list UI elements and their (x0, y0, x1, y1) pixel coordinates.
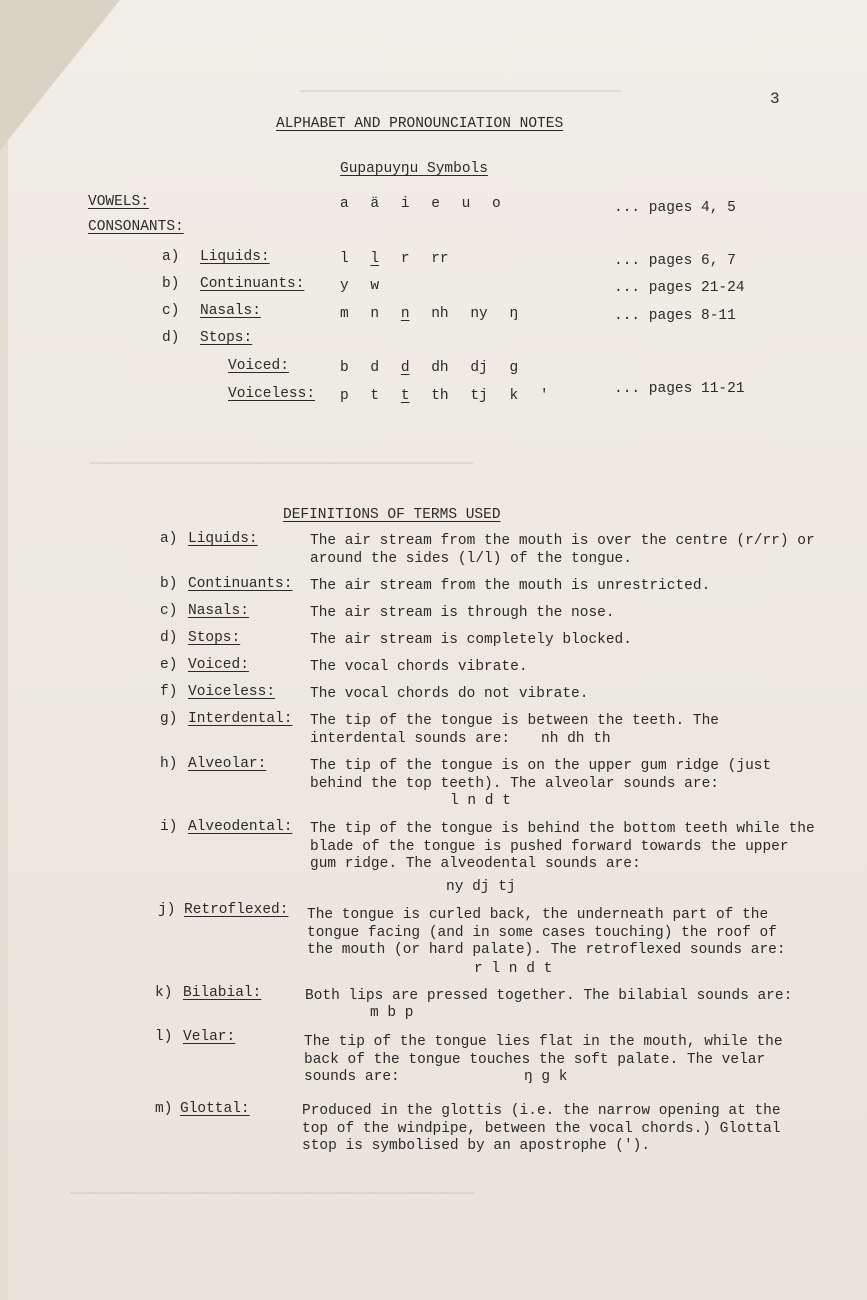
definition-letter: g) (160, 711, 178, 727)
vowel-symbols (340, 196, 514, 212)
voiced-symbols (340, 360, 531, 376)
stops-pages: ... pages 11-21 (614, 381, 745, 397)
definitions-heading: DEFINITIONS OF TERMS USED (283, 507, 501, 523)
symbol: n (370, 306, 380, 322)
definition-term: Interdental: (188, 711, 293, 727)
symbol: w (370, 278, 380, 294)
voiceless-label: Voiceless: (228, 386, 316, 402)
definition-text: The tip of the tongue is on the upper gum ridge (just behind the top teeth). The alveolar sounds are: (310, 758, 772, 792)
symbol: l (370, 251, 380, 267)
symbol: rr (431, 251, 449, 267)
consonant-letter: c) (162, 303, 180, 319)
definition-term: Retroflexed: (184, 902, 289, 918)
symbol: nh (431, 306, 449, 322)
definition-term: Glottal: (180, 1101, 250, 1117)
symbol: y (340, 278, 349, 294)
definition-sounds: ŋ g k (524, 1069, 568, 1085)
continuants-label: Continuants: (200, 276, 305, 292)
symbol: dh (431, 360, 449, 376)
definition-letter: e) (160, 657, 178, 673)
vowels-pages: ... pages 4, 5 (614, 200, 736, 216)
definition-letter: i) (160, 819, 178, 835)
consonant-letter: d) (162, 330, 180, 346)
bleed-through: ▁▁▁▁▁▁▁▁▁▁▁▁▁▁▁▁▁▁▁▁▁▁▁▁▁▁▁▁▁▁▁▁▁▁▁▁▁▁▁▁▁▁▁▁▁▁▁▁▁▁▁▁▁▁▁▁ (70, 1181, 475, 1195)
definition-text: The vocal chords do not vibrate. (310, 686, 589, 702)
symbol: dj (470, 360, 488, 376)
definition-text: The tip of the tongue is between the teeth. The interdental sounds are: (310, 713, 719, 747)
definition-sounds: ny dj tj (446, 879, 516, 895)
definition-text: The air stream is through the nose. (310, 605, 615, 621)
symbol: ŋ (509, 306, 519, 322)
symbol: tj (470, 388, 488, 404)
definition-text: The air stream from the mouth is unrestricted. (310, 578, 711, 594)
consonant-letter: a) (162, 249, 180, 265)
definition-term: Alveodental: (188, 819, 293, 835)
definition-term: Voiced: (188, 657, 249, 673)
definition-term: Nasals: (188, 603, 249, 619)
consonants-label: CONSONANTS: (88, 219, 184, 235)
definition-sounds: nh dh th (541, 731, 611, 747)
symbol: a (340, 196, 349, 212)
definition-text: The tongue is curled back, the underneath part of the tongue facing (and in some cases touching) the roof of the mouth (or hard palate). The retroflexed sounds are: (307, 907, 786, 958)
symbol: d (370, 360, 380, 376)
symbol: b (340, 360, 349, 376)
bleed-through: ▁▁▁▁▁▁▁▁▁▁▁▁▁▁▁▁▁▁▁▁▁▁▁▁▁▁▁▁▁▁▁▁▁▁▁▁▁▁▁▁▁ (300, 78, 621, 93)
definition-letter: m) (155, 1101, 173, 1117)
symbol: m (340, 306, 349, 322)
stops-label: Stops: (200, 330, 253, 346)
definition-text: The tip of the tongue lies flat in the mouth, while the back of the tongue touches the soft palate. The velar sounds are: (304, 1034, 783, 1085)
voiceless-symbols (340, 388, 562, 404)
definition-letter: a) (160, 531, 178, 547)
symbol: l (340, 251, 349, 267)
symbol: d (400, 360, 410, 376)
definition-term: Velar: (183, 1029, 236, 1045)
symbol: k (509, 388, 519, 404)
symbol: ' (539, 388, 549, 404)
definition-text: Produced in the glottis (i.e. the narrow opening at the top of the windpipe, between the vocal chords.) Glottal stop is symbolised by an apostrophe ('). (302, 1103, 781, 1154)
definition-term: Voiceless: (188, 684, 276, 700)
definition-letter: j) (158, 902, 176, 918)
symbol: u (461, 196, 471, 212)
symbol: ä (370, 196, 380, 212)
nasals-pages: ... pages 8-11 (614, 308, 736, 324)
symbol: r (400, 251, 410, 267)
liquids-symbols (340, 251, 462, 267)
definition-letter: d) (160, 630, 178, 646)
definition-text: The vocal chords vibrate. (310, 659, 528, 675)
definition-text: The air stream is completely blocked. (310, 632, 632, 648)
folded-corner (0, 0, 120, 150)
definition-text: The air stream from the mouth is over the centre (r/rr) or around the sides (l/l) of the tongue. (310, 533, 815, 567)
consonant-letter: b) (162, 276, 180, 292)
definition-sounds: m b p (370, 1005, 414, 1021)
page-title: ALPHABET AND PRONOUNCIATION NOTES (276, 116, 564, 132)
definition-letter: b) (160, 576, 178, 592)
symbol: n (400, 306, 410, 322)
nasals-label: Nasals: (200, 303, 261, 319)
symbol: p (340, 388, 349, 404)
definition-text: The tip of the tongue is behind the bottom teeth while the blade of the tongue is pushed forward towards the upper gum ridge. The alveodental sounds are: (310, 821, 815, 872)
symbol: th (431, 388, 449, 404)
definition-text: Both lips are pressed together. The bilabial sounds are: (305, 988, 793, 1004)
definition-letter: l) (155, 1029, 173, 1045)
symbol: ny (470, 306, 488, 322)
definition-letter: c) (160, 603, 178, 619)
symbol: t (400, 388, 410, 404)
symbols-heading: Gupapuyŋu Symbols (340, 161, 488, 177)
definition-term: Continuants: (188, 576, 293, 592)
continuants-pages: ... pages 21-24 (614, 280, 745, 296)
definition-term: Alveolar: (188, 756, 267, 772)
bleed-through: ▁▁▁▁▁▁▁▁▁▁▁▁▁▁▁▁▁▁▁▁▁▁▁▁▁▁▁▁▁▁▁▁▁▁▁▁▁▁▁▁▁▁▁▁▁▁▁▁▁▁▁▁▁ (90, 451, 473, 465)
definition-sounds: l n d t (450, 793, 511, 809)
voiced-label: Voiced: (228, 358, 289, 374)
continuants-symbols (340, 278, 392, 294)
symbol: o (492, 196, 501, 212)
definition-letter: h) (160, 756, 178, 772)
definition-sounds: r l n d t (474, 961, 553, 977)
liquids-pages: ... pages 6, 7 (614, 253, 736, 269)
liquids-label: Liquids: (200, 249, 270, 265)
symbol: t (370, 388, 380, 404)
symbol: i (400, 196, 410, 212)
definition-letter: f) (160, 684, 178, 700)
definition-term: Bilabial: (183, 985, 262, 1001)
symbol: e (431, 196, 440, 212)
definition-term: Liquids: (188, 531, 258, 547)
definition-letter: k) (155, 985, 173, 1001)
page-number: 3 (770, 90, 780, 108)
nasals-symbols (340, 306, 531, 322)
vowels-label: VOWELS: (88, 194, 149, 210)
symbol: g (509, 360, 519, 376)
page-edge (0, 0, 8, 1300)
definition-term: Stops: (188, 630, 241, 646)
